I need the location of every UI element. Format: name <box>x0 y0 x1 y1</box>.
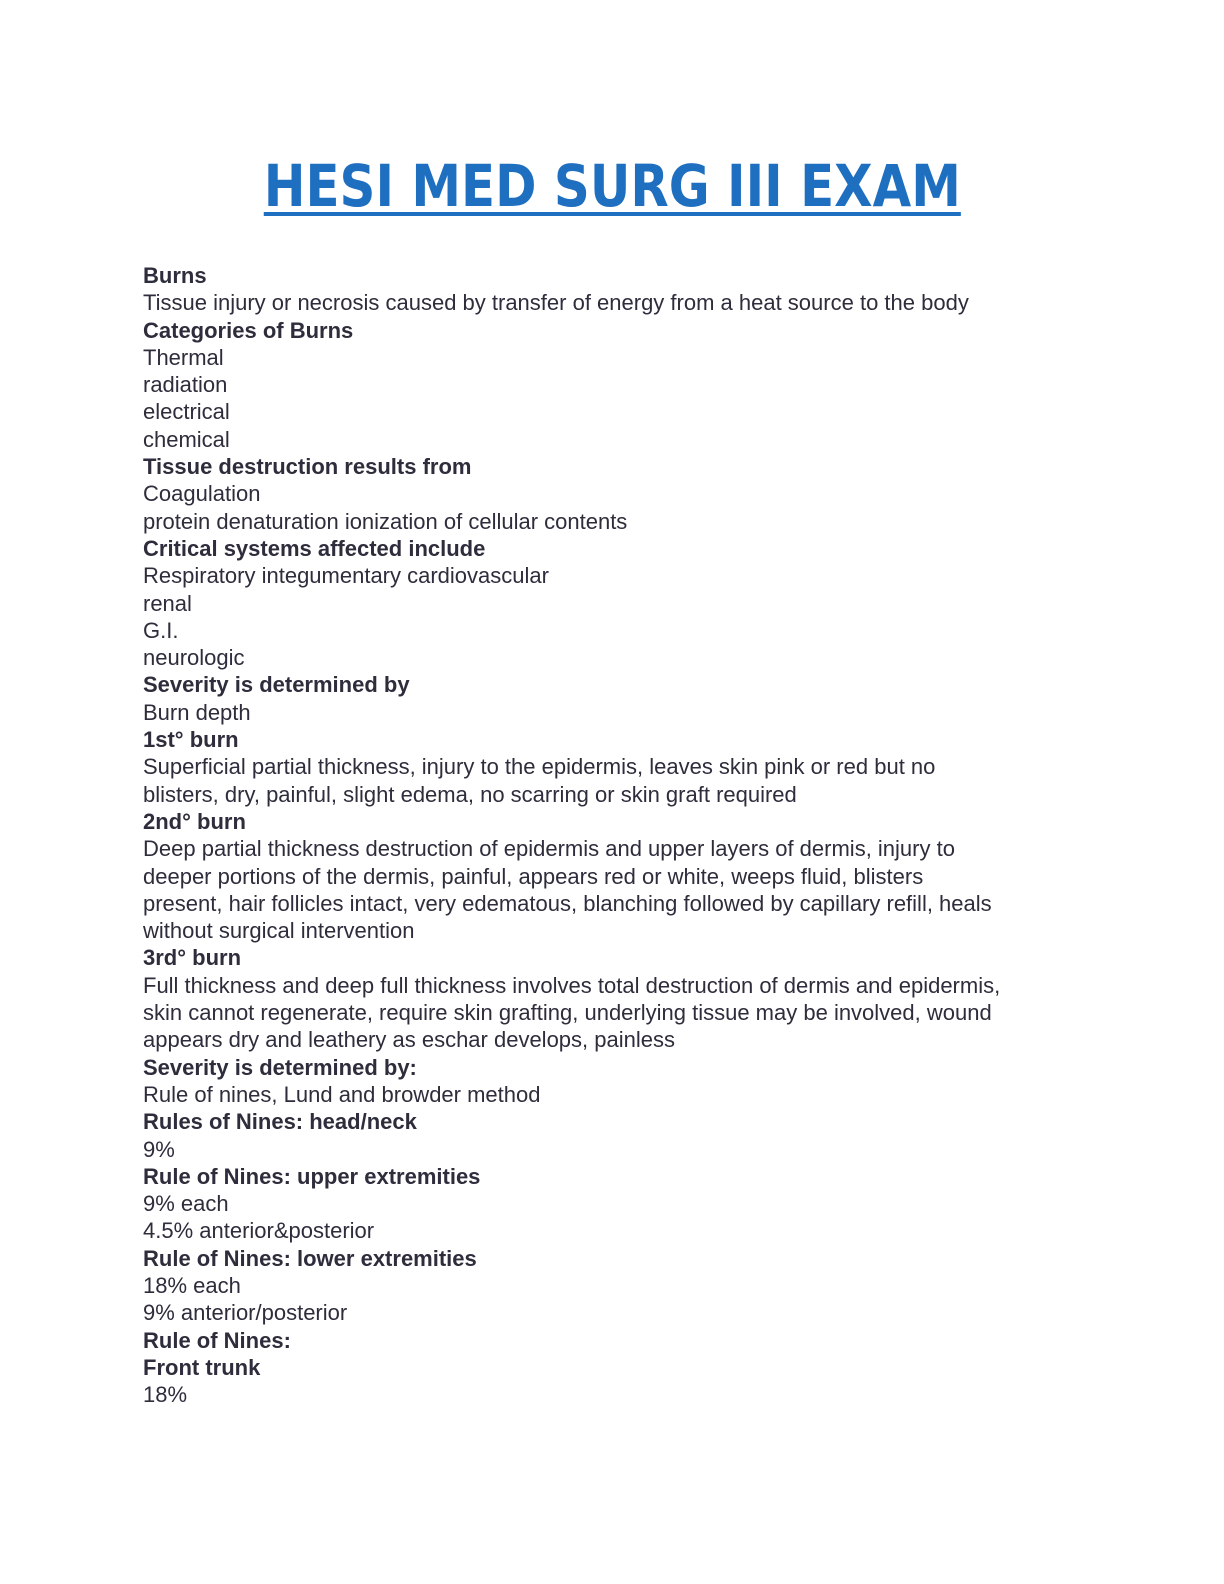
section-heading: Categories of Burns <box>143 317 354 343</box>
body-text-line: without surgical intervention <box>143 918 415 944</box>
body-text-line: radiation <box>143 372 228 398</box>
body-text-line: 9% each <box>143 1191 229 1217</box>
body-text-line: deeper portions of the dermis, painful, appears red or white, weeps fluid, blisters <box>143 863 924 889</box>
body-text-line: Tissue injury or necrosis caused by transfer of energy from a heat source to the body <box>143 290 969 316</box>
body-text-line: protein denaturation ionization of cellular contents <box>143 508 628 534</box>
document-body <box>143 262 1083 1408</box>
body-text-line: G.I. <box>143 617 179 643</box>
body-text-line: Superficial partial thickness, injury to the epidermis, leaves skin pink or red but no <box>143 754 936 780</box>
body-text-line: Coagulation <box>143 481 261 507</box>
section-heading: Rule of Nines: upper extremities <box>143 1163 481 1189</box>
body-text-line: electrical <box>143 399 230 425</box>
body-text-line: Full thickness and deep full thickness involves total destruction of dermis and epidermis, <box>143 972 1001 998</box>
section-heading: 2nd° burn <box>143 808 246 834</box>
document-title-text: HESI MED SURG III EXAM <box>263 152 961 220</box>
body-text-line: renal <box>143 590 192 616</box>
body-text-line: chemical <box>143 426 230 452</box>
section-heading: Critical systems affected include <box>143 535 486 561</box>
section-heading: Front trunk <box>143 1354 261 1380</box>
section-heading: Rule of Nines: lower extremities <box>143 1245 477 1271</box>
body-text-line: 18% each <box>143 1272 241 1298</box>
body-text-line: Deep partial thickness destruction of epidermis and upper layers of dermis, injury to <box>143 836 955 862</box>
body-text-line: appears dry and leathery as eschar develops, painless <box>143 1027 675 1053</box>
body-text-line: 4.5% anterior&posterior <box>143 1218 375 1244</box>
section-heading: Tissue destruction results from <box>143 454 472 480</box>
body-text-line: Thermal <box>143 344 224 370</box>
section-heading: Rules of Nines: head/neck <box>143 1109 417 1135</box>
document-title <box>0 150 1224 222</box>
section-heading: 3rd° burn <box>143 945 242 971</box>
body-text-line: 18% <box>143 1382 188 1408</box>
body-text-line: 9% anterior/posterior <box>143 1300 348 1326</box>
section-heading: 1st° burn <box>143 727 239 753</box>
body-text-line: skin cannot regenerate, require skin grafting, underlying tissue may be involved, wound <box>143 1000 992 1026</box>
section-heading: Severity is determined by <box>143 672 410 698</box>
body-text-line: Respiratory integumentary cardiovascular <box>143 563 549 589</box>
body-text-line: Burn depth <box>143 699 251 725</box>
body-text-line: Rule of nines, Lund and browder method <box>143 1081 541 1107</box>
body-text-line: neurologic <box>143 645 245 671</box>
body-text-line: present, hair follicles intact, very edematous, blanching followed by capillary refill, heals <box>143 890 992 916</box>
body-text-line: blisters, dry, painful, slight edema, no scarring or skin graft required <box>143 781 797 807</box>
body-text-line: 9% <box>143 1136 175 1162</box>
section-heading: Severity is determined by: <box>143 1054 417 1080</box>
section-heading: Burns <box>143 263 207 288</box>
section-heading: Rule of Nines: <box>143 1327 291 1353</box>
